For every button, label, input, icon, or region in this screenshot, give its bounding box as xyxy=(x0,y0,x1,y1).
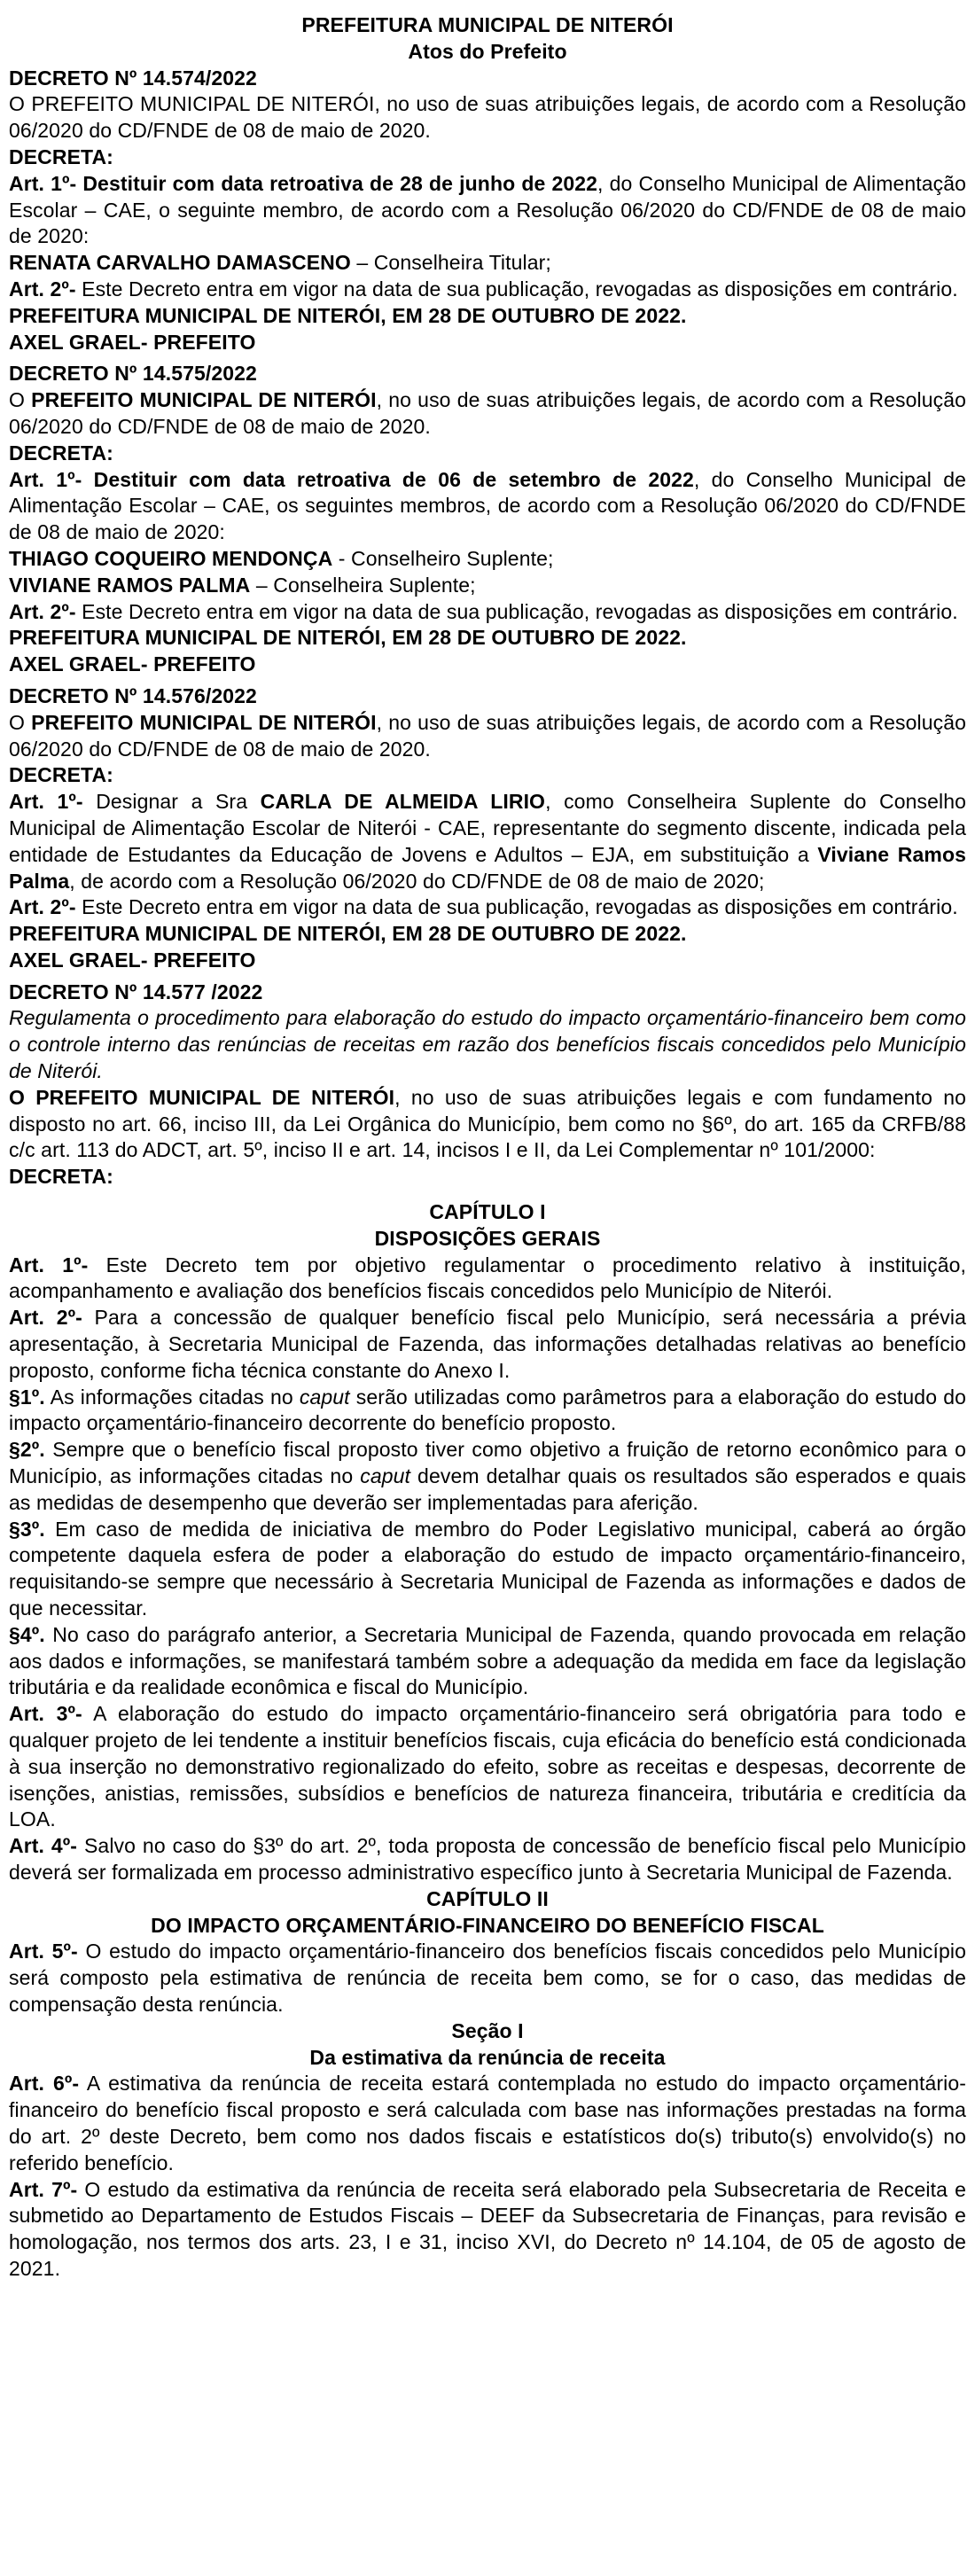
member-role: - Conselheiro Suplente; xyxy=(332,546,554,570)
chapter-2-title: CAPÍTULO II xyxy=(426,1886,549,1910)
decree-14575-signature: AXEL GRAEL- PREFEITO xyxy=(9,652,256,676)
decree-14577-par2 xyxy=(9,1437,966,1516)
decree-14575-member-1 xyxy=(9,546,966,573)
preamble-authority: PREFEITO MUNICIPAL DE NITERÓI xyxy=(31,388,377,412)
chapter-1-title: CAPÍTULO I xyxy=(429,1200,546,1224)
preamble-authority: O PREFEITO MUNICIPAL DE NITERÓI xyxy=(9,1085,395,1109)
decree-14577-preamble xyxy=(9,1085,966,1164)
header-title: PREFEITURA MUNICIPAL DE NITERÓI xyxy=(301,13,674,36)
paragraph-label: §4º. xyxy=(9,1622,45,1646)
art-label: Art. 6º- xyxy=(9,2072,80,2096)
preamble-article: O xyxy=(9,388,32,412)
decree-14576-art2 xyxy=(9,894,966,921)
art-label: Art. 3º- xyxy=(9,1702,82,1726)
paragraph-text: Em caso de medida de iniciativa de membro do Poder Legislativo municipal, caberá ao órgão competente daquela esfera de poder a elaboração do estudo de impacto orçamentário-financeiro, requisitando-se sempre que necessário à Secretaria Municipal de Fazenda as informações e dados de que necessitar. xyxy=(9,1517,966,1620)
decree-14574-signature: AXEL GRAEL- PREFEITO xyxy=(9,330,256,354)
section-1-title: Seção I xyxy=(451,2018,524,2042)
member-name: THIAGO COQUEIRO MENDONÇA xyxy=(9,546,333,570)
caput-term: caput xyxy=(360,1464,411,1488)
art-label: Art. 1º- xyxy=(9,1253,89,1276)
art-text: Este Decreto entra em vigor na data de sua publicação, revogadas as disposições em contrário. xyxy=(75,599,958,623)
decree-14574-member xyxy=(9,250,966,277)
art-text: Designar a Sra xyxy=(82,790,261,814)
art-text: Salvo no caso do §3º do art. 2º, toda proposta de concessão de benefício fiscal pelo Município deverá ser formalizada em processo administrativo específico junto à Secretaria Municipal de Fazenda. xyxy=(9,1834,967,1884)
decree-14576-signature: AXEL GRAEL- PREFEITO xyxy=(9,948,256,972)
art-text: Este Decreto entra em vigor na data de sua publicação, revogadas as disposições em contrário. xyxy=(75,277,958,301)
decree-14575-decreta: DECRETA: xyxy=(9,441,113,464)
preamble-article: O xyxy=(9,710,32,734)
decree-14576-title: DECRETO Nº 14.576/2022 xyxy=(9,683,257,707)
decree-14576-preamble xyxy=(9,710,966,763)
paragraph-label: §1º. xyxy=(9,1385,45,1409)
paragraph-label: §2º. xyxy=(9,1438,45,1462)
paragraph-text: No caso do parágrafo anterior, a Secretaria Municipal de Fazenda, quando provocada em relação aos dados e informações, se manifestará também sobre a adequação da medida em face da legislação tributária e da realidade econômica e fiscal do Município. xyxy=(9,1622,966,1699)
paragraph-label: §3º. xyxy=(9,1517,45,1541)
decree-14575-preamble xyxy=(9,387,966,441)
art-text: Para a concessão de qualquer benefício fiscal pelo Município, será necessária a prévia apresentação, à Secretaria Municipal de Fazenda, das informações detalhadas relativas ao benefício proposto, conforme ficha técnica constante do Anexo I. xyxy=(9,1306,966,1382)
decree-14574-art2 xyxy=(9,277,966,303)
decree-14577-art7 xyxy=(9,2177,966,2283)
paragraph-text: As informações citadas no xyxy=(44,1385,300,1409)
paragraph-text: Sempre que o benefício fiscal proposto tiver como objetivo a fruição de retorno econômico para o Município, as informações citadas no xyxy=(9,1438,966,1488)
art-label: Art. 2º- xyxy=(9,895,76,919)
decree-14577-decreta: DECRETA: xyxy=(9,1165,113,1189)
decree-14574-art1 xyxy=(9,171,966,250)
designated-name: CARLA DE ALMEIDA LIRIO xyxy=(260,790,546,814)
replaced-name: Viviane Ramos Palma xyxy=(9,842,967,893)
decree-14577-par3 xyxy=(9,1517,966,1622)
preamble-text: , no uso de suas atribuições legais e com fundamento no disposto no art. 66, inciso III, da Lei Orgânica do Município, bem como no §6º, do art. 165 da CRFB/88 c/c art. 113 do ADCT, art. 5º, inciso II e art. 14, incisos I e II, da Lei Complementar nº 101/2000: xyxy=(9,1085,966,1162)
art-label: Art. 1º- Destituir com data retroativa de 06 de setembro de 2022 xyxy=(9,467,694,491)
art-text: A elaboração do estudo do impacto orçamentário-financeiro será obrigatória para todo e qualquer projeto de lei tendente a instituir benefícios fiscais, cuja eficácia do benefício está condicionada à sua inserção no demonstrativo regionalizado do efeito, sobre as receitas e despesas, decorrente de isenções, anistias, remissões, subsídios e benefícios de natureza financeira, tributária e creditícia da LOA. xyxy=(9,1702,967,1831)
preamble-text: , no uso de suas atribuições legais, de acordo com a Resolução 06/2020 do CD/FNDE de 08 de maio de 2020. xyxy=(9,388,966,438)
decree-14575-member-2 xyxy=(9,573,966,599)
member-name: RENATA CARVALHO DAMASCENO xyxy=(9,251,351,275)
decree-14576-closing: PREFEITURA MUNICIPAL DE NITERÓI, EM 28 DE OUTUBRO DE 2022. xyxy=(9,922,687,946)
member-name: VIVIANE RAMOS PALMA xyxy=(9,573,251,597)
decree-14577-par4 xyxy=(9,1622,966,1701)
decree-14574-title: DECRETO Nº 14.574/2022 xyxy=(9,66,257,90)
decree-14577-art5 xyxy=(9,1939,966,2018)
decree-14576-art1 xyxy=(9,789,966,894)
decree-14577-title: DECRETO Nº 14.577 /2022 xyxy=(9,980,263,1003)
chapter-2-subtitle: DO IMPACTO ORÇAMENTÁRIO-FINANCEIRO DO BENEFÍCIO FISCAL xyxy=(151,1913,824,1937)
art-label: Art. 2º- xyxy=(9,599,76,623)
decree-14577-art1 xyxy=(9,1253,966,1306)
decree-14575-title: DECRETO Nº 14.575/2022 xyxy=(9,362,257,386)
decree-14577-art6 xyxy=(9,2071,966,2176)
decree-14577-art4 xyxy=(9,1833,966,1886)
decree-14574-closing: PREFEITURA MUNICIPAL DE NITERÓI, EM 28 DE OUTUBRO DE 2022. xyxy=(9,303,687,327)
decree-14575-art1 xyxy=(9,467,966,546)
decree-14574-preamble: O PREFEITO MUNICIPAL DE NITERÓI, no uso de suas atribuições legais, de acordo com a Resolução 06/2020 do CD/FNDE de 08 de maio de 2020. xyxy=(9,92,966,143)
preamble-text: , no uso de suas atribuições legais, de acordo com a Resolução 06/2020 do CD/FNDE de 08 de maio de 2020. xyxy=(9,710,966,761)
art-label: Art. 1º- xyxy=(9,790,83,814)
art-text: A estimativa da renúncia de receita estará contemplada no estudo do impacto orçamentário-financeiro do benefício fiscal proposto e será calculada com base nas informações prestadas na forma do art. 2º deste Decreto, bem como nos dados fiscais e estatísticos do(s) tributo(s) envolvido(s) no referido benefício. xyxy=(9,2072,966,2174)
decree-14577-par1 xyxy=(9,1385,966,1438)
art-text: , do Conselho Municipal de Alimentação Escolar – CAE, o seguinte membro, de acordo com a Resolução 06/2020 do CD/FNDE de 08 de maio de 2020: xyxy=(9,171,966,248)
art-label: Art. 7º- xyxy=(9,2177,78,2201)
art-label: Art. 5º- xyxy=(9,1940,78,1963)
art-text: Este Decreto entra em vigor na data de sua publicação, revogadas as disposições em contrário. xyxy=(75,895,958,919)
decree-14577-ementa: Regulamenta o procedimento para elaboração do estudo do impacto orçamentário-financeiro bem como o controle interno das renúncias de receitas em razão dos benefícios fiscais concedidos pelo Município de Niterói. xyxy=(9,1006,966,1083)
art-text: Este Decreto tem por objetivo regulamentar o procedimento relativo à instituição, acompanhamento e avaliação dos benefícios fiscais concedidos pelo Município de Niterói. xyxy=(9,1253,966,1303)
paragraph-text: serão utilizadas como parâmetros para a elaboração do estudo do impacto orçamentário-financeiro decorrente do benefício proposto. xyxy=(9,1385,966,1435)
art-text: , como Conselheira Suplente do Conselho Municipal de Alimentação Escolar de Niterói - CAE, representante do segmento discente, indicada pela entidade de Estudantes da Educação de Jovens e Adultos – EJA, em substituição a xyxy=(9,790,966,866)
decree-14575-closing: PREFEITURA MUNICIPAL DE NITERÓI, EM 28 DE OUTUBRO DE 2022. xyxy=(9,626,687,650)
paragraph-text: devem detalhar quais os resultados são esperados e quais as medidas de desempenho que deverão ser implementadas para aferição. xyxy=(9,1464,966,1514)
decree-14577-art3 xyxy=(9,1701,966,1833)
preamble-authority: PREFEITO MUNICIPAL DE NITERÓI xyxy=(31,710,377,734)
chapter-1-subtitle: DISPOSIÇÕES GERAIS xyxy=(374,1226,601,1250)
art-text: O estudo da estimativa da renúncia de receita será elaborado pela Subsecretaria de Receita e submetido ao Departamento de Estudos Fiscais – DEEF da Subsecretaria de Finanças, para revisão e homologação, nos termos dos arts. 23, I e 31, inciso XVI, do Decreto nº 14.104, de 05 de agosto de 2021. xyxy=(9,2177,966,2280)
section-1-subtitle: Da estimativa da renúncia de receita xyxy=(309,2045,666,2069)
art-text: , de acordo com a Resolução 06/2020 do CD/FNDE de 08 de maio de 2020; xyxy=(69,869,765,893)
art-text: , do Conselho Municipal de Alimentação Escolar – CAE, os seguintes membros, de acordo com a Resolução 06/2020 do CD/FNDE de 08 de maio de 2020: xyxy=(9,467,966,544)
art-label: Art. 2º- xyxy=(9,1306,82,1330)
art-label: Art. 4º- xyxy=(9,1834,78,1858)
decree-14574-decreta: DECRETA: xyxy=(9,144,113,168)
member-role: – Conselheira Titular; xyxy=(350,251,551,275)
decree-14575-art2 xyxy=(9,599,966,626)
art-text: O estudo do impacto orçamentário-financeiro dos benefícios fiscais concedidos pelo Município será composto pela estimativa de renúncia de receita bem como, se for o caso, das medidas de compensação desta renúncia. xyxy=(9,1940,966,2016)
art-label: Art. 1º- Destituir com data retroativa de 28 de junho de 2022 xyxy=(9,171,598,195)
header-subtitle: Atos do Prefeito xyxy=(408,39,567,63)
decree-14576-decreta: DECRETA: xyxy=(9,763,113,787)
decree-14577-art2 xyxy=(9,1305,966,1384)
member-role: – Conselheira Suplente; xyxy=(250,573,476,597)
art-label: Art. 2º- xyxy=(9,277,76,301)
caput-term: caput xyxy=(299,1385,350,1409)
